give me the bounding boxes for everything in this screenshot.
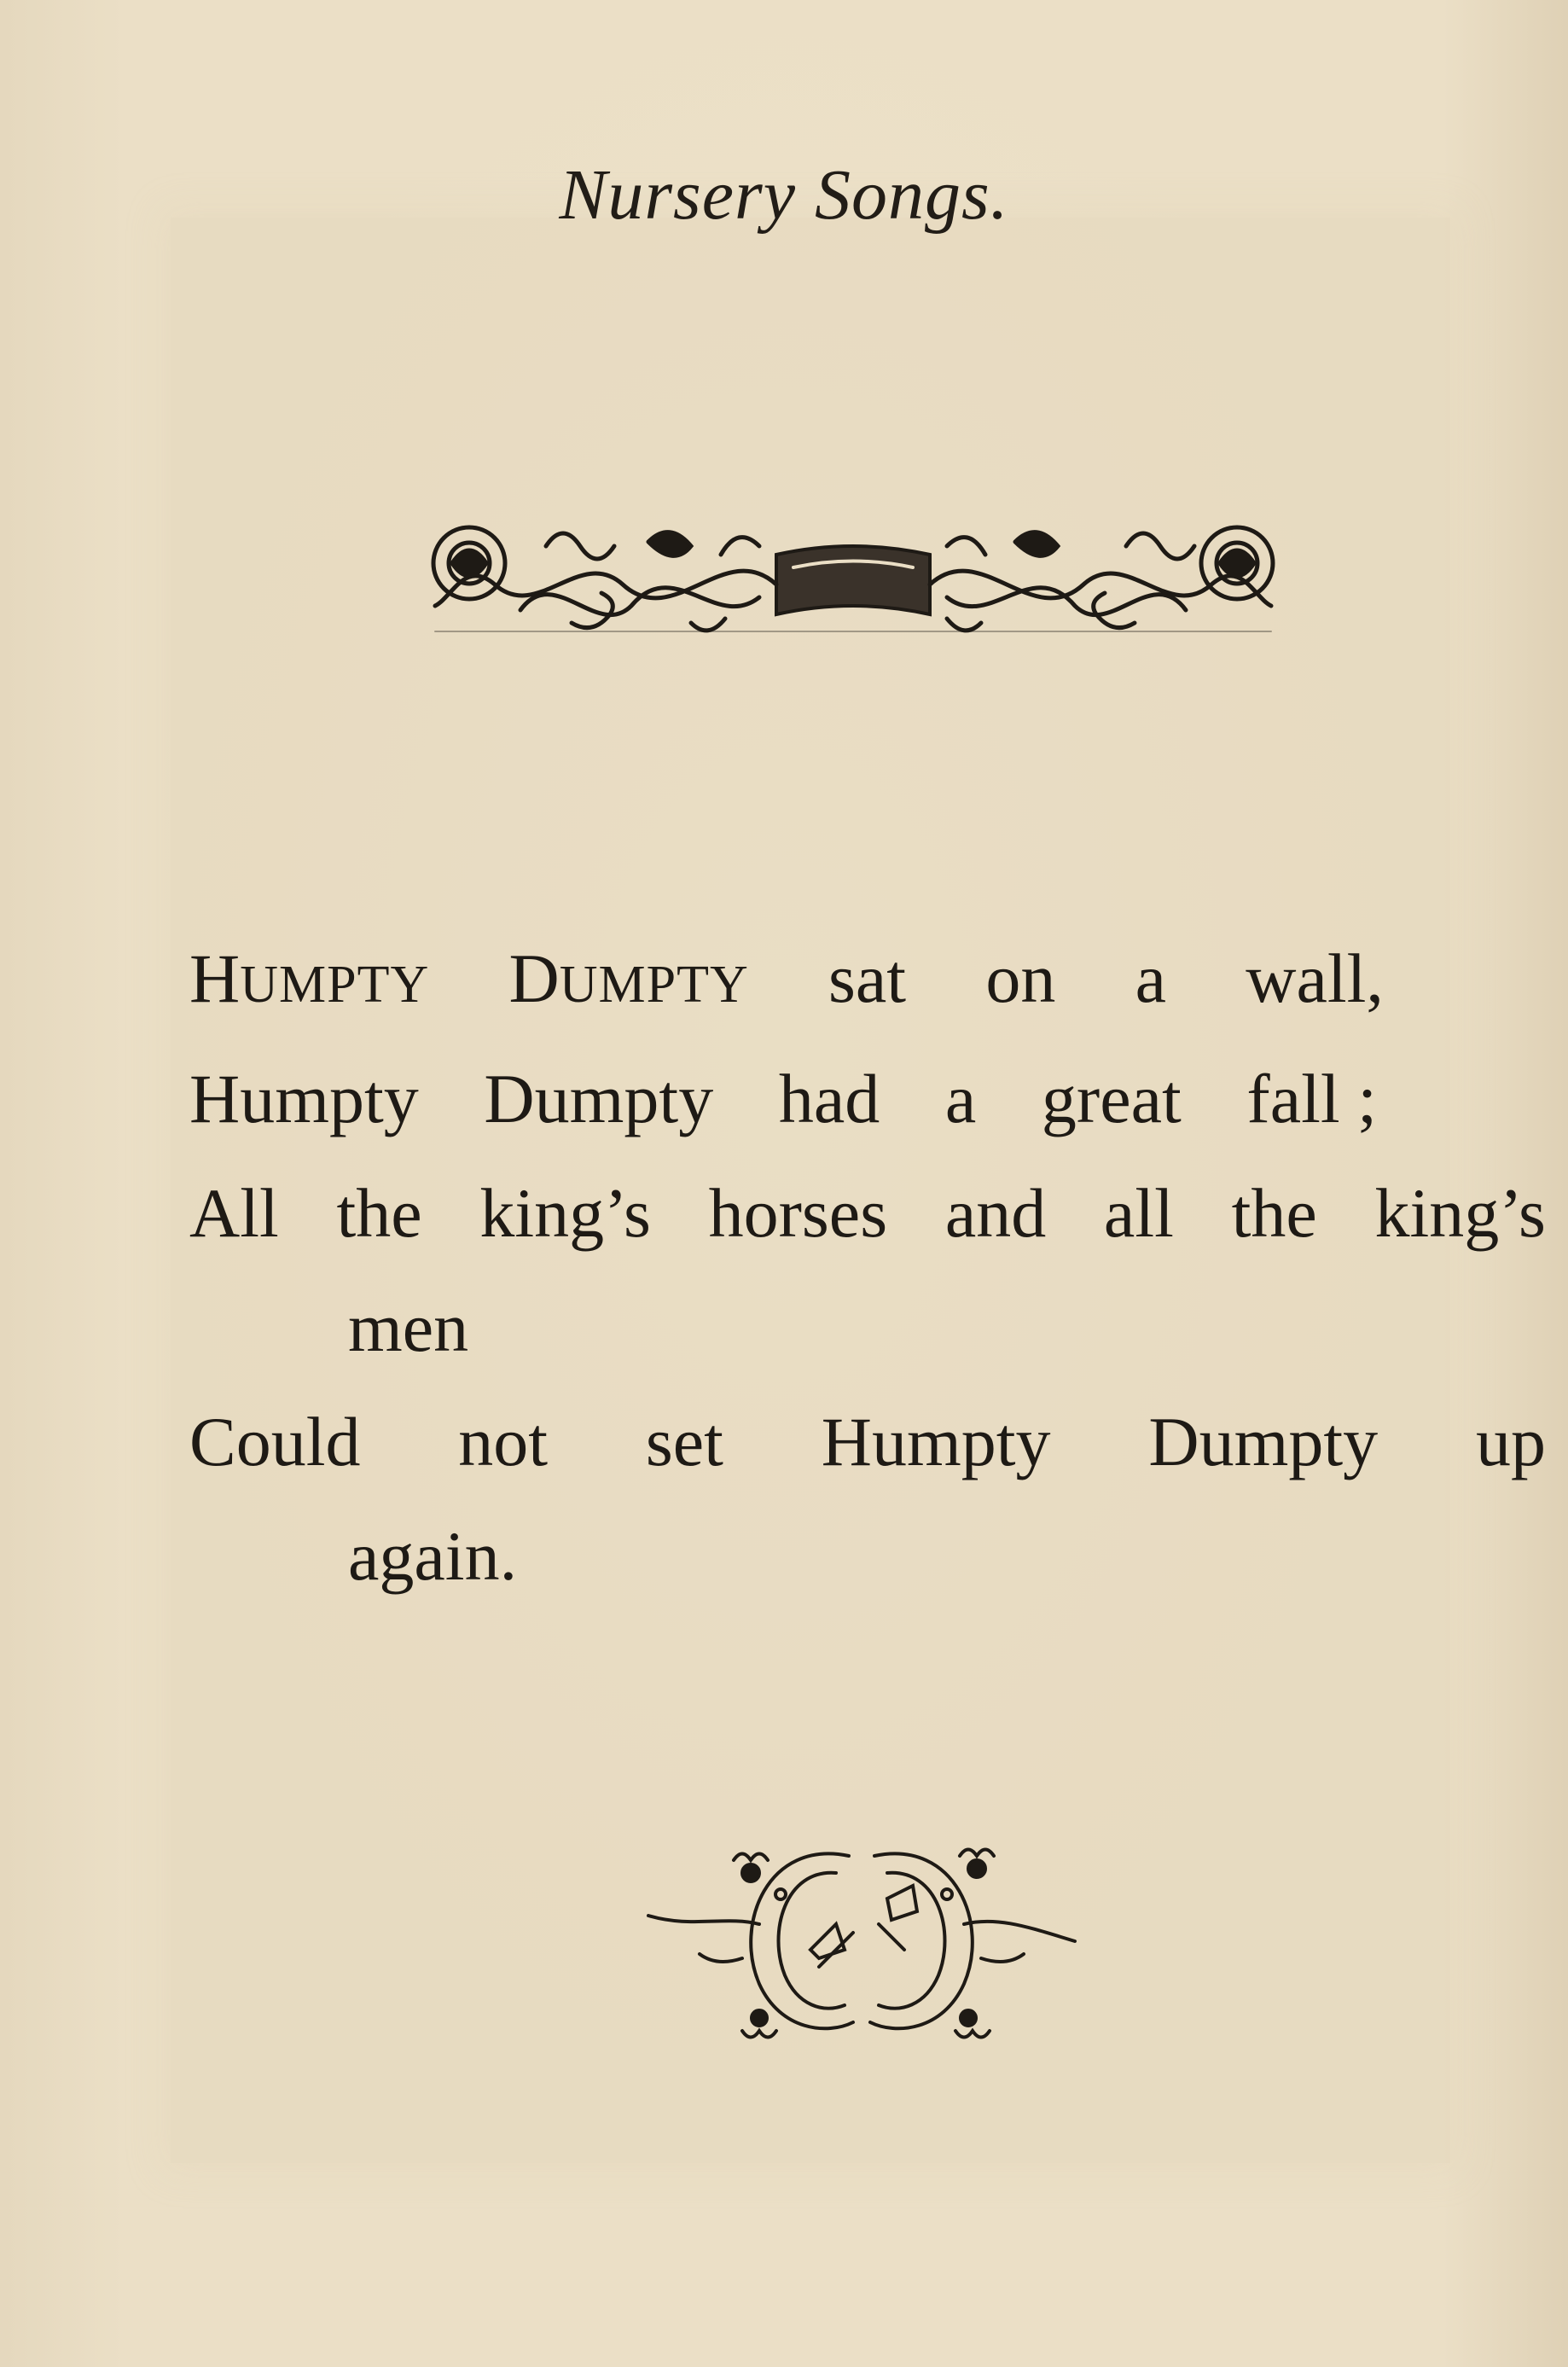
- poem-word: the: [1231, 1174, 1317, 1252]
- poem-word: on: [985, 939, 1056, 1017]
- poem-word: up: [1475, 1403, 1546, 1480]
- poem-word: a: [944, 1060, 977, 1137]
- poem-word: Could: [189, 1403, 361, 1480]
- poem-word: Humpty: [189, 1060, 419, 1137]
- poem-word: sat: [828, 939, 907, 1017]
- floral-headpiece-ornament: [418, 503, 1288, 657]
- poem-line-1: [189, 922, 1384, 1042]
- poem-word: a: [1135, 939, 1166, 1017]
- poem-word: king’s: [1374, 1174, 1546, 1252]
- poem-word: Dumpty: [1148, 1403, 1379, 1480]
- poem-word: set: [645, 1403, 723, 1480]
- poem-word: All: [189, 1174, 279, 1252]
- poem-word: all: [1103, 1174, 1174, 1252]
- poem-line-3: [189, 1156, 1546, 1271]
- word-humpty-smallcaps: HUMPTY: [189, 939, 430, 1017]
- poem-line-4: [189, 1385, 1546, 1499]
- poem-word: again.: [348, 1517, 518, 1595]
- poem: [189, 922, 1546, 1614]
- poem-word: wall,: [1246, 939, 1384, 1017]
- poem-line-2: [189, 1042, 1377, 1156]
- poem-word: fall ;: [1246, 1060, 1377, 1137]
- poem-word: great: [1041, 1060, 1182, 1137]
- poem-line-3-continuation: [189, 1271, 1546, 1385]
- floral-monogram-tailpiece-ornament: [640, 1822, 1083, 2061]
- poem-word: not: [458, 1403, 549, 1480]
- poem-word: king’s: [479, 1174, 651, 1252]
- poem-word: and: [944, 1174, 1047, 1252]
- running-head: Nursery Songs.: [559, 155, 1009, 235]
- poem-word: had: [778, 1060, 880, 1137]
- poem-word: the: [336, 1174, 422, 1252]
- poem-word: horses: [708, 1174, 888, 1252]
- word-dumpty-smallcaps: DUMPTY: [508, 939, 749, 1017]
- poem-word: Humpty: [821, 1403, 1051, 1480]
- poem-word: Dumpty: [484, 1060, 714, 1137]
- poem-word: men: [348, 1288, 469, 1366]
- poem-line-4-continuation: [189, 1499, 1546, 1614]
